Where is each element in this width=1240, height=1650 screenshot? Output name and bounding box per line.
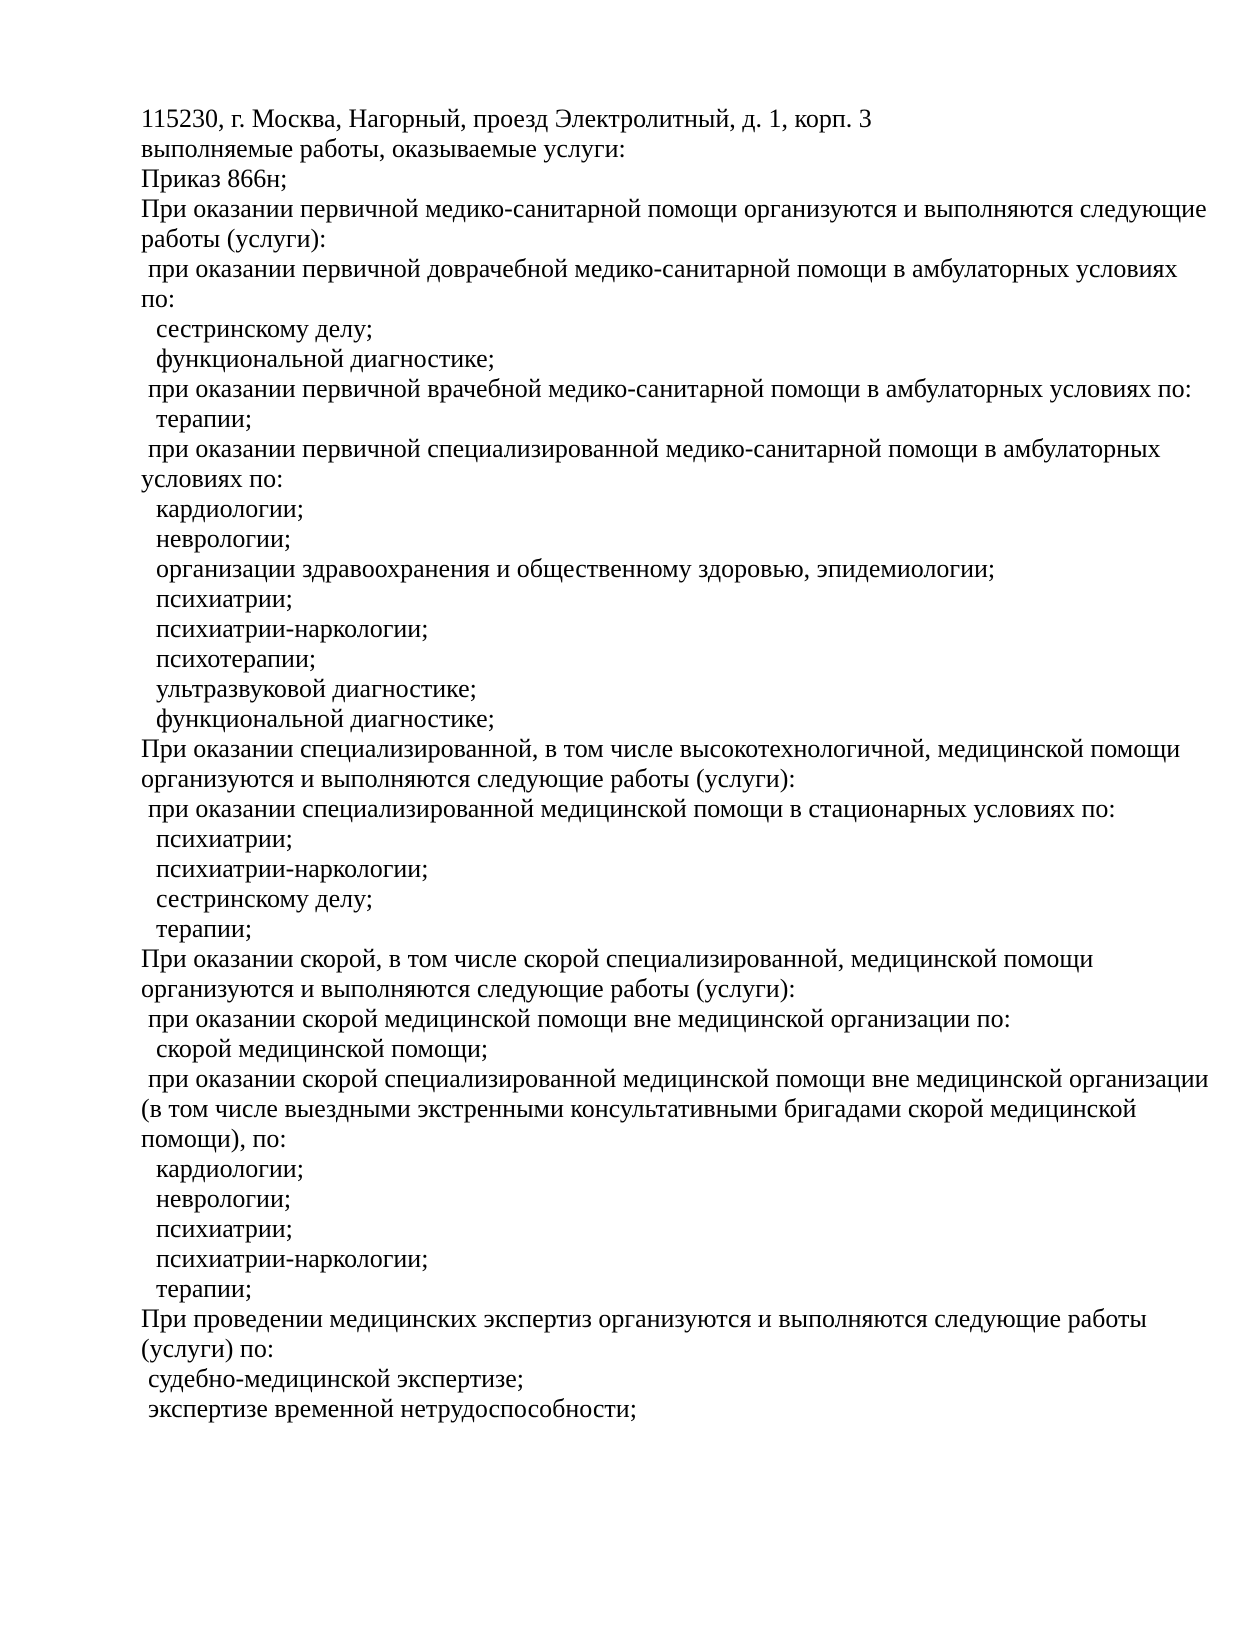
text-line: при оказании скорой медицинской помощи вне медицинской организации по:	[148, 1004, 1011, 1033]
text-line: При оказании скорой, в том числе скорой специализированной, медицинской помощи	[141, 944, 1094, 973]
text-line: кардиологии;	[156, 494, 304, 523]
text-line: При проведении медицинских экспертиз организуются и выполняются следующие работы	[141, 1304, 1147, 1333]
text-line: ультразвуковой диагностике;	[156, 674, 477, 703]
text-line: неврологии;	[156, 1184, 292, 1213]
text-line: организуются и выполняются следующие работы (услуги):	[141, 974, 796, 1003]
text-line: при оказании первичной врачебной медико-санитарной помощи в амбулаторных условиях по:	[148, 374, 1192, 403]
text-line: психотерапии;	[156, 644, 317, 673]
text-line: 115230, г. Москва, Нагорный, проезд Электролитный, д. 1, корп. 3	[141, 104, 872, 133]
text-line: работы (услуги):	[141, 224, 327, 253]
text-line: При оказании первичной медико-санитарной помощи организуются и выполняются следующие	[141, 194, 1207, 223]
text-line: скорой медицинской помощи;	[156, 1034, 489, 1063]
text-line: по:	[141, 284, 176, 313]
text-line: психиатрии;	[156, 584, 293, 613]
text-line: функциональной диагностике;	[156, 704, 495, 733]
text-line: неврологии;	[156, 524, 292, 553]
text-line: при оказании первичной специализированной медико-санитарной помощи в амбулаторных	[148, 434, 1161, 463]
text-line: при оказании скорой специализированной медицинской помощи вне медицинской организации	[148, 1064, 1209, 1093]
text-line: психиатрии-наркологии;	[156, 854, 429, 883]
text-line: организации здравоохранения и общественному здоровью, эпидемиологии;	[156, 554, 996, 583]
text-line: терапии;	[156, 1274, 253, 1303]
text-line: кардиологии;	[156, 1154, 304, 1183]
text-line: организуются и выполняются следующие работы (услуги):	[141, 764, 796, 793]
text-line: условиях по:	[141, 464, 284, 493]
text-line: терапии;	[156, 914, 253, 943]
text-line: сестринскому делу;	[156, 314, 374, 343]
text-line: психиатрии;	[156, 824, 293, 853]
text-line: при оказании специализированной медицинской помощи в стационарных условиях по:	[148, 794, 1116, 823]
text-line: сестринскому делу;	[156, 884, 374, 913]
text-line: Приказ 866н;	[141, 164, 288, 193]
license-works-text-block	[141, 104, 1221, 1424]
text-line: выполняемые работы, оказываемые услуги:	[141, 134, 626, 163]
text-line: психиатрии-наркологии;	[156, 1244, 429, 1273]
text-line: при оказании первичной доврачебной медико-санитарной помощи в амбулаторных условиях	[148, 254, 1178, 283]
text-line: (услуги) по:	[141, 1334, 275, 1363]
text-line: психиатрии-наркологии;	[156, 614, 429, 643]
text-line: терапии;	[156, 404, 253, 433]
text-line: помощи), по:	[141, 1124, 287, 1153]
text-line: функциональной диагностике;	[156, 344, 495, 373]
text-line: судебно-медицинской экспертизе;	[148, 1364, 525, 1393]
text-line: экспертизе временной нетрудоспособности;	[148, 1394, 637, 1423]
text-line: (в том числе выездными экстренными консультативными бригадами скорой медицинской	[141, 1094, 1137, 1123]
text-line: психиатрии;	[156, 1214, 293, 1243]
text-line: При оказании специализированной, в том числе высокотехнологичной, медицинской помощи	[141, 734, 1181, 763]
